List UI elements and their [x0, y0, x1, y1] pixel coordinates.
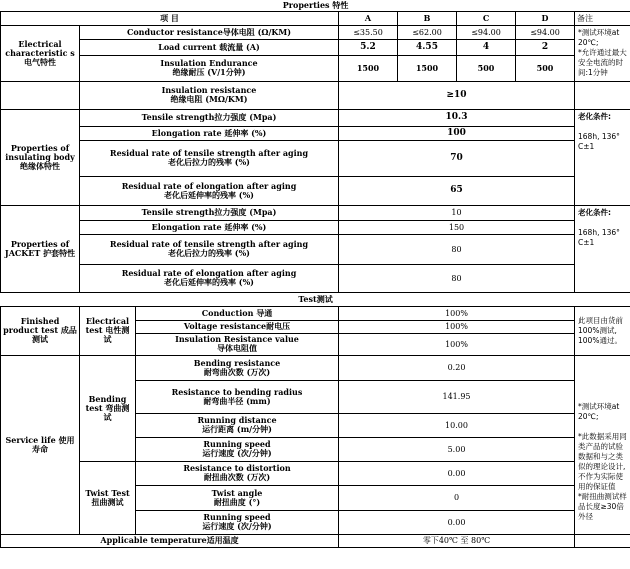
jacket-aging-title: 老化条件: — [578, 207, 611, 217]
twist-speed-en: Running speed — [203, 512, 271, 522]
insul-res-tensile-label — [80, 140, 339, 176]
load-current-c: 4 — [457, 39, 516, 55]
section-jacket: Properties of JACKET 护套特性 — [1, 205, 80, 292]
electrical-test-label: Electrical test 电性测试 — [80, 306, 136, 355]
twist-angle-en: Twist angle — [211, 487, 263, 498]
running-speed-en: Running speed — [203, 439, 271, 449]
twist-angle-label — [136, 485, 339, 510]
bending-radius-cn: 耐弯曲半径 (mm) — [203, 395, 271, 406]
header-c: C — [457, 11, 516, 25]
twist-speed-cn: 运行速度 (次/分钟) — [202, 521, 272, 531]
header-item: 项 目 — [1, 11, 339, 25]
load-current-label: Load current 载流量 (A) — [80, 39, 339, 55]
conductor-resistance-b: ≤62.00 — [398, 25, 457, 39]
properties-title: Properties 特性 — [1, 0, 630, 11]
temperature-value: 零下40℃ 至 80℃ — [339, 534, 575, 547]
insulation-resistance-label — [80, 81, 339, 109]
insulation-resistance-cn: 绝缘电阻 (MΩ/KM) — [170, 94, 248, 104]
jacket-res-elong-cn: 老化后延伸率的残率 (%) — [164, 277, 254, 287]
bending-radius-en: Resistance to bending radius — [171, 386, 303, 397]
bending-radius-label — [136, 380, 339, 413]
insul-elongation-label: Elongation rate 延伸率 (%) — [80, 126, 339, 140]
insulation-resistance-note — [575, 81, 630, 109]
jacket-res-elong-en: Residual rate of elongation after aging — [121, 268, 297, 278]
insulation-endurance-b: 1500 — [398, 55, 457, 81]
insul-res-elong-label — [80, 176, 339, 205]
insulation-resistance-value-label — [136, 333, 339, 355]
service-note-2: *此数据采用同类产品的试验数据和与之类似的理论设计,不作为实际使用的保证值 *耐扭曲测试样品长度≥30倍外径 — [578, 431, 627, 521]
insul-res-elong-value: 65 — [339, 176, 575, 205]
insul-res-elong-cn: 老化后延伸率的残率 (%) — [164, 189, 254, 200]
finished-note: 此项目由货前100%测试, 100%通过。 — [575, 306, 630, 355]
load-current-a: 5.2 — [339, 39, 398, 55]
running-distance-value: 10.00 — [339, 413, 575, 437]
jacket-res-elong-value: 80 — [339, 264, 575, 292]
insulation-endurance-d: 500 — [516, 55, 575, 81]
jacket-aging-note — [575, 205, 630, 292]
insul-tensile-label: Tensile strength拉力强度 (Mpa) — [80, 109, 339, 126]
header-b: B — [398, 11, 457, 25]
insul-res-tensile-en: Residual rate of tensile strength after aging — [109, 148, 309, 158]
load-current-b: 4.55 — [398, 39, 457, 55]
jacket-aging-cond: 168h, 136° C±1 — [578, 227, 620, 247]
bending-radius-value: 141.95 — [339, 380, 575, 413]
running-speed-label — [136, 437, 339, 461]
insul-aging-title: 老化条件: — [578, 111, 611, 121]
bending-resistance-value: 0.20 — [339, 355, 575, 380]
conductor-resistance-a: ≤35.50 — [339, 25, 398, 39]
service-note — [575, 355, 630, 534]
distortion-en: Resistance to distortion — [183, 463, 291, 473]
insulation-endurance-label — [80, 55, 339, 81]
conduction-label: Conduction 导通 — [136, 306, 339, 320]
jacket-res-tensile-label — [80, 234, 339, 264]
conduction-value: 100% — [339, 306, 575, 320]
temperature-label: Applicable temperature适用温度 — [1, 534, 339, 547]
insul-res-tensile-cn: 老化后拉力的残率 (%) — [168, 157, 250, 167]
jacket-tensile-value: 10 — [339, 205, 575, 220]
insulation-endurance-c: 500 — [457, 55, 516, 81]
voltage-resistance-value: 100% — [339, 320, 575, 333]
jacket-elongation-label: Elongation rate 延伸率 (%) — [80, 220, 339, 234]
service-note-1: *测试环境at 20℃; — [578, 401, 620, 421]
load-current-d: 2 — [516, 39, 575, 55]
voltage-resistance-label: Voltage resistance耐电压 — [136, 320, 339, 333]
conductor-resistance-label: Conductor resistance导体电阻 (Ω/KM) — [80, 25, 339, 39]
conductor-resistance-c: ≤94.00 — [457, 25, 516, 39]
twist-angle-cn: 耐扭曲度 (°) — [213, 496, 261, 507]
insul-aging-cond: 168h, 136° C±1 — [578, 131, 620, 151]
electrical-note: *测试环境at 20℃; *允许通过最大安全电流的时间:1分钟 — [575, 25, 630, 81]
insul-tensile-value: 10.3 — [339, 109, 575, 126]
twist-test-label: Twist Test 扭曲测试 — [80, 461, 136, 534]
header-remark: 备注 — [575, 11, 630, 25]
insulation-resistance-value-value: 100% — [339, 333, 575, 355]
bending-test-label: Bending test 弯曲测试 — [80, 355, 136, 461]
distortion-value: 0.00 — [339, 461, 575, 485]
insulation-endurance-cn: 绝缘耐压 (V/1分钟) — [172, 67, 246, 77]
header-a: A — [339, 11, 398, 25]
conductor-resistance-d: ≤94.00 — [516, 25, 575, 39]
jacket-res-tensile-en: Residual rate of tensile strength after aging — [109, 239, 309, 249]
insul-res-elong-en: Residual rate of elongation after aging — [121, 180, 297, 191]
distortion-label — [136, 461, 339, 485]
twist-angle-value: 0 — [339, 485, 575, 510]
section-finished-product: Finished product test 成品测试 — [1, 306, 80, 355]
insulation-resistance-value: ≥10 — [339, 81, 575, 109]
insulation-endurance-en: Insulation Endurance — [160, 58, 258, 68]
insulation-resistance-value-en: Insulation Resistance value — [175, 334, 299, 344]
jacket-res-tensile-value: 80 — [339, 234, 575, 264]
insul-aging-note — [575, 109, 630, 205]
insulation-resistance-en: Insulation resistance — [161, 85, 257, 95]
bending-resistance-label — [136, 355, 339, 380]
insul-res-tensile-value: 70 — [339, 140, 575, 176]
electrical-spacer — [1, 81, 80, 109]
insulation-endurance-a: 1500 — [339, 55, 398, 81]
bending-resistance-en: Bending resistance — [193, 357, 281, 368]
jacket-elongation-value: 150 — [339, 220, 575, 234]
test-title: Test测试 — [1, 292, 630, 306]
header-d: D — [516, 11, 575, 25]
jacket-res-tensile-cn: 老化后拉力的残率 (%) — [168, 248, 250, 258]
running-speed-cn: 运行速度 (次/分钟) — [202, 448, 272, 458]
section-electrical: Electrical characteristic s电气特性 — [1, 25, 80, 81]
running-distance-label — [136, 413, 339, 437]
running-speed-value: 5.00 — [339, 437, 575, 461]
twist-speed-label — [136, 510, 339, 534]
header-row — [1, 11, 630, 25]
temperature-note — [575, 534, 630, 547]
bending-resistance-cn: 耐弯曲次数 (万次) — [203, 366, 271, 377]
twist-speed-value: 0.00 — [339, 510, 575, 534]
jacket-tensile-label: Tensile strength拉力强度 (Mpa) — [80, 205, 339, 220]
jacket-res-elong-label — [80, 264, 339, 292]
section-insulating-body: Properties of insulating body 绝缘体特性 — [1, 109, 80, 205]
section-service-life: Service life 使用寿命 — [1, 355, 80, 534]
insul-elongation-value: 100 — [339, 126, 575, 140]
running-distance-cn: 运行距离 (m/分钟) — [202, 424, 272, 434]
running-distance-en: Running distance — [197, 415, 277, 425]
distortion-cn: 耐扭曲次数 (万次) — [203, 472, 271, 482]
insulation-resistance-value-cn: 导体电阻值 — [217, 343, 257, 353]
